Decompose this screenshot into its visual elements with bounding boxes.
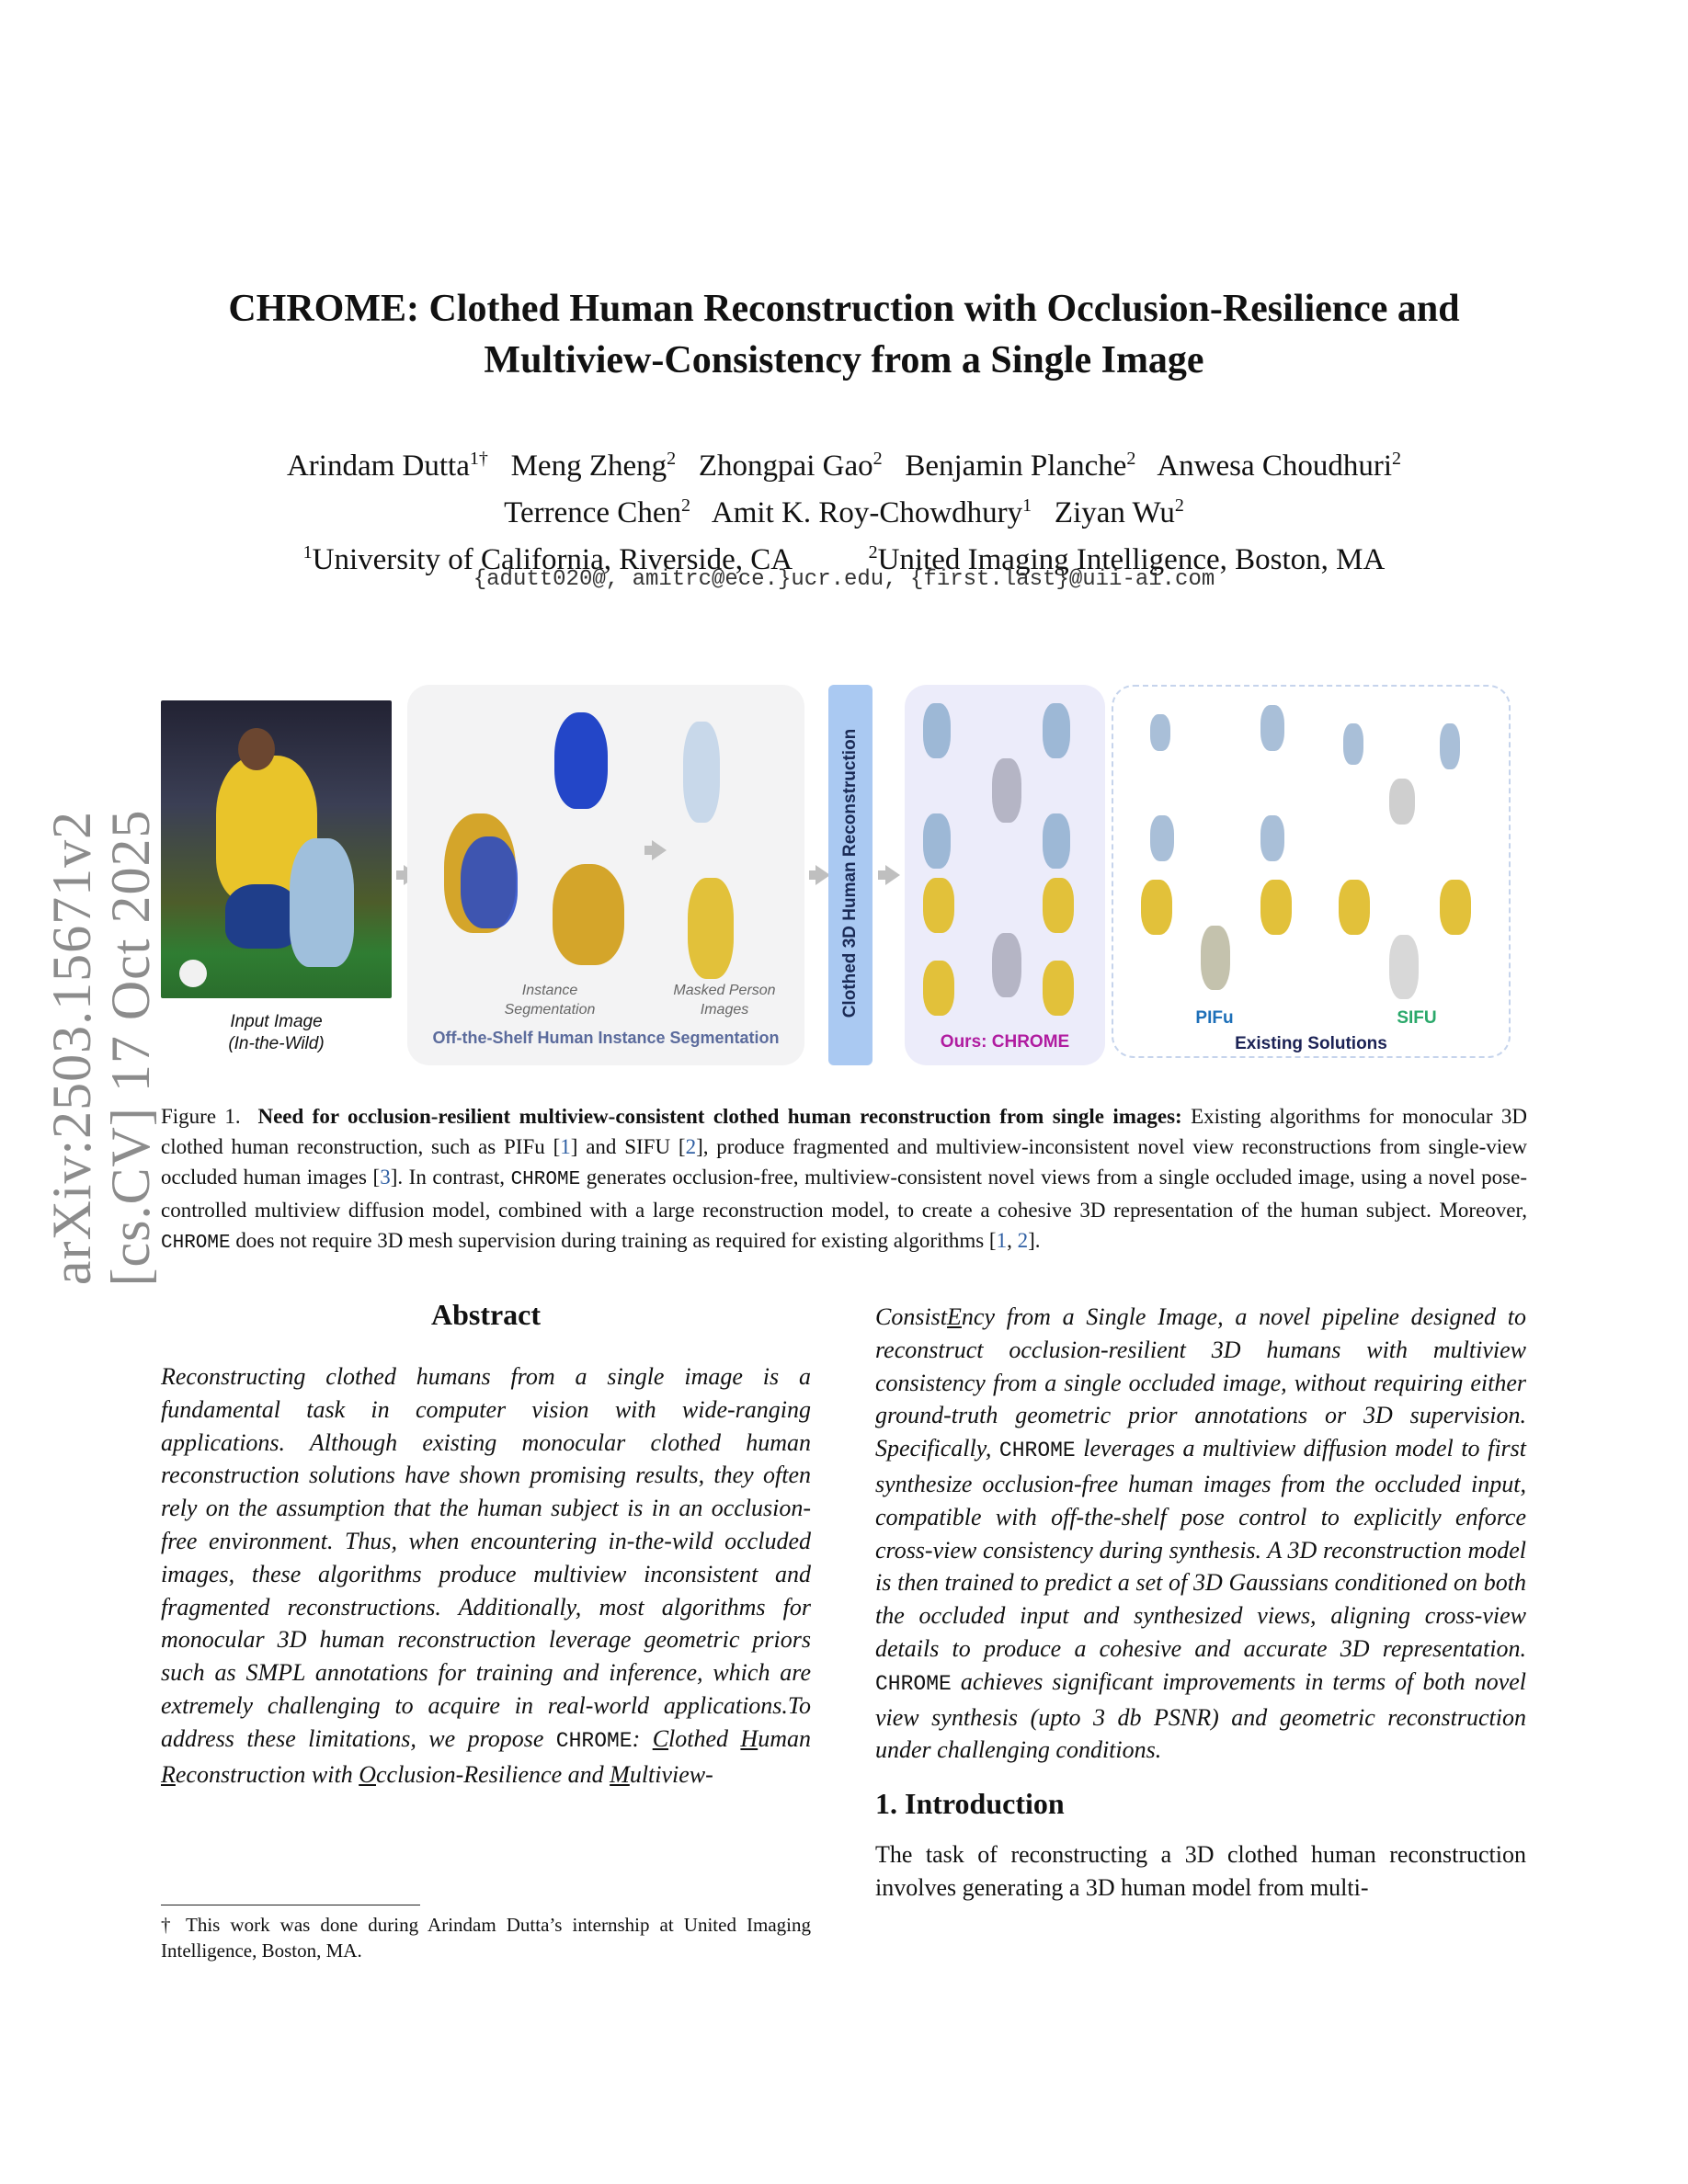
paper-title <box>138 283 1550 386</box>
caption-label: Figure 1. <box>161 1105 241 1128</box>
masked-person-1 <box>683 722 720 823</box>
affiliation-1: University of California, Riverside, CA <box>312 543 793 576</box>
ours-view <box>1043 878 1074 933</box>
pifu-view <box>1150 815 1174 861</box>
ours-3d-model <box>992 758 1021 823</box>
reconstruction-label: Clothed 3D Human Reconstruction <box>840 728 860 1018</box>
sifu-3d-model <box>1389 935 1419 999</box>
author-emails: {adutt020@, amitrc@ece.}ucr.edu, {first.last}@uii-ai.com <box>473 567 1215 592</box>
title-line-1: CHROME: Clothed Human Reconstruction with Occlusion-Resilience and <box>228 288 1460 330</box>
method-name: CHROME <box>998 1439 1076 1463</box>
citation-link[interactable]: 1 <box>560 1135 571 1158</box>
author: Amit K. Roy-Chowdhury$^1$ <box>711 495 1032 529</box>
sifu-label: SIFU <box>1397 1008 1437 1028</box>
ours-view <box>923 961 954 1016</box>
figure-1-caption: Figure 1. Need for occlusion-resilient multiview-consistent clothed human reconstruction from single images: Existing algorithms for monocular 3D clothed human reconstruction, such as PIFu [1] and SIFU [2], produce fragmented and multiview-inconsistent novel view reconstructions from single-view occluded human images [3]. In contrast, CHROME generates occlusion-free, multiview-consistent novel views from a single occluded image, using a novel pose-controlled multiview diffusion model, combined with a large reconstruction model, to create a cohesive 3D representation of the human subject. Moreover, CHROME does not require 3D mesh supervision during training as required for existing algorithms [1, 2]. <box>161 1105 1527 1254</box>
right-column <box>875 1301 1526 1905</box>
citation-link[interactable]: 3 <box>380 1166 391 1189</box>
caption-bold: Need for occlusion-resilient multiview-consistent clothed human reconstruction from single images: <box>257 1105 1182 1128</box>
sifu-view <box>1339 880 1370 935</box>
player-shorts <box>225 884 299 949</box>
method-name: CHROME <box>161 1233 231 1254</box>
ours-view <box>923 878 954 933</box>
method-name: CHROME <box>875 1671 952 1696</box>
blue-silhouette <box>461 836 518 928</box>
pifu-view <box>1260 815 1284 861</box>
author: Ziyan Wu$^2$ <box>1054 495 1184 529</box>
sifu-3d-model <box>1389 779 1415 825</box>
opponent-figure <box>290 838 354 967</box>
author-line-2 <box>138 486 1550 533</box>
affiliation-2: United Imaging Intelligence, Boston, MA <box>877 543 1386 576</box>
citation-link[interactable]: 2 <box>1017 1229 1029 1252</box>
existing-solutions-label: Existing Solutions <box>1235 1034 1387 1053</box>
arxiv-side-stamp: arXiv:2503.15671v2 [cs.CV] 17 Oct 2025 <box>41 809 161 1287</box>
abstract-continued: ConsistEncy from a Single Image, a novel pipeline designed to reconstruct occlusion-resilient 3D humans with multiview consistency from a single occluded image, without requiring either ground-truth geometric prior annotations or 3D supervision. Specifically, CHROME leverages a multiview diffusion model to first synthesize occlusion-free human images from the occluded input, compatible with off-the-shelf pose control to explicitly enforce cross-view consistency during synthesis. A 3D reconstruction model is then trained to predict a set of 3D Gaussians conditioned on both the occluded input and synthesized views, aligning cross-view details to produce a cohesive and accurate 3D representation. CHROME achieves significant improvements in terms of both novel view synthesis (upto 3 db PSNR) and geometric reconstruction under challenging conditions. <box>875 1303 1526 1764</box>
figure-1 <box>161 680 1514 1077</box>
sifu-view <box>1440 880 1471 935</box>
author-line-1 <box>138 439 1550 486</box>
instance-segmentation-label: Instance Segmentation <box>504 983 596 1018</box>
pifu-view <box>1260 705 1284 751</box>
arrow-icon <box>885 865 900 885</box>
ours-3d-model <box>992 933 1021 997</box>
footnote: † This work was done during Arindam Dutta’s internship at United Imaging Intelligence, Boston, MA. <box>161 1914 811 1962</box>
author: Arindam Dutta$^{1\dagger}$ <box>286 449 488 483</box>
ours-label: Ours: CHROME <box>940 1032 1070 1052</box>
method-name: CHROME <box>510 1169 581 1190</box>
abstract-text: Reconstructing clothed humans from a single image is a fundamental task in computer vision with wide-ranging applications. Although existing monocular clothed human reconstruction solutions have shown promising results, they often rely on the assumption that the human subject is in an occlusion-free environment. Thus, when encountering in-the-wild occluded images, these algorithms produce multiview inconsistent and fragmented reconstructions. Additionally, most algorithms for monocular 3D human reconstruction leverage geometric priors such as SMPL annotations for training and inference, which are extremely challenging to acquire in real-world applications.To address these limitations, we propose CHROME: Clothed Human Reconstruction with Occlusion-Resilience and Multiview- <box>161 1363 811 1788</box>
author: Meng Zheng$^2$ <box>510 449 677 483</box>
pifu-view <box>1141 880 1172 935</box>
ours-view <box>1043 703 1070 758</box>
player-head <box>238 728 275 770</box>
pifu-3d-model <box>1201 926 1230 990</box>
pifu-label: PIFu <box>1195 1008 1234 1028</box>
ball <box>179 960 207 987</box>
ours-view <box>1043 813 1070 869</box>
masked-person-2 <box>688 878 734 979</box>
left-column <box>161 1283 811 1791</box>
pifu-view <box>1260 880 1292 935</box>
masked-person-label: Masked Person Images <box>673 983 776 1018</box>
introduction-text: The task of reconstructing a 3D clothed human reconstruction involves generating a 3D human model from multi- <box>875 1841 1526 1901</box>
introduction-heading: 1. Introduction <box>875 1787 1065 1821</box>
ours-view <box>1043 961 1074 1016</box>
sifu-view <box>1440 723 1460 769</box>
affiliations: $^1$University of California, Riverside, CA $^2$United Imaging Intelligence, Boston, MA <box>302 542 1386 576</box>
input-photo <box>161 700 392 998</box>
method-name: CHROME <box>555 1728 633 1753</box>
input-image-label: Input Image (In-the-Wild) <box>228 1012 325 1053</box>
pifu-view <box>1150 714 1170 751</box>
author: Zhongpai Gao$^2$ <box>698 449 883 483</box>
arrow-icon <box>652 840 667 860</box>
citation-link[interactable]: 1 <box>996 1229 1008 1252</box>
author: Anwesa Choudhuri$^2$ <box>1157 449 1402 483</box>
sifu-view <box>1343 723 1363 765</box>
blue-mask <box>554 712 608 809</box>
author: Terrence Chen$^2$ <box>504 495 690 529</box>
author-block <box>138 439 1550 580</box>
citation-link[interactable]: 2 <box>685 1135 697 1158</box>
gold-mask <box>553 864 624 965</box>
ours-panel <box>905 685 1105 1065</box>
abstract-heading: Abstract <box>430 1298 542 1331</box>
existing-solutions-panel <box>1112 685 1511 1058</box>
seg-panel-label: Off-the-Shelf Human Instance Segmentation <box>432 1029 780 1047</box>
title-line-2: Multiview-Consistency from a Single Image <box>484 339 1204 381</box>
ours-view <box>923 813 951 869</box>
author: Benjamin Planche$^2$ <box>905 449 1136 483</box>
ours-view <box>923 703 951 758</box>
segmentation-panel <box>407 685 804 1065</box>
reconstruction-bar <box>828 685 873 1065</box>
